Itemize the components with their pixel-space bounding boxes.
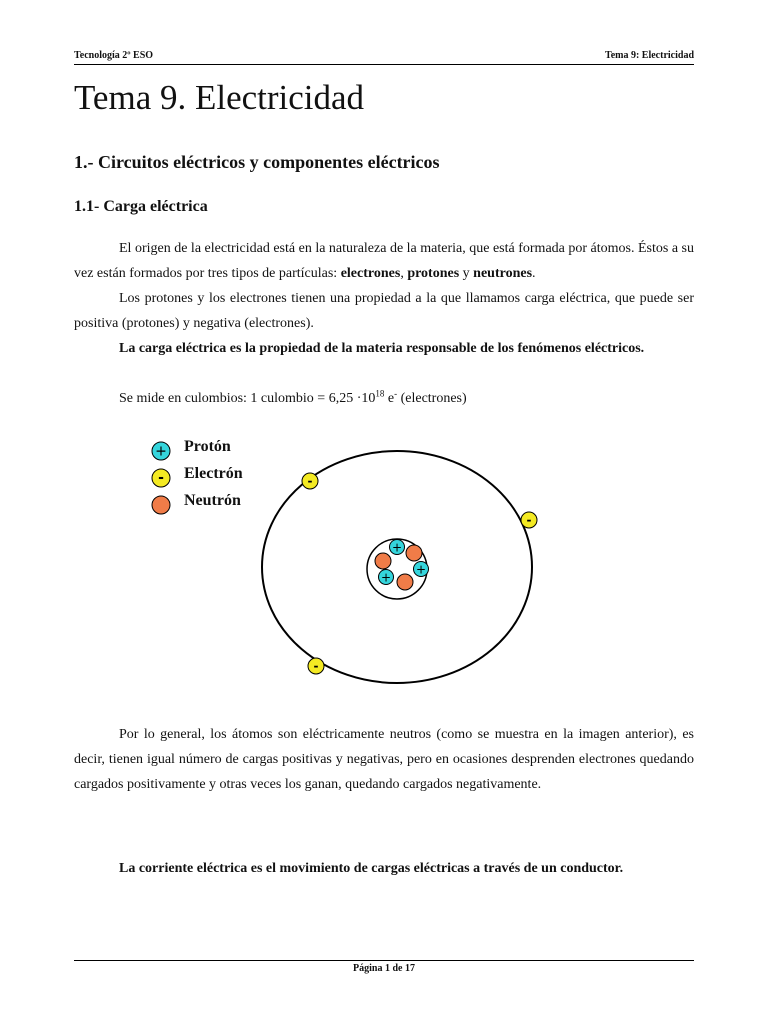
unit-minus: - <box>394 388 398 399</box>
atom-diagram <box>255 444 555 696</box>
svg-text:+: + <box>380 570 392 585</box>
current-text: La corriente eléctrica es el movimiento de cargas eléctricas a través de un conductor. <box>119 861 624 876</box>
unit-line <box>74 386 694 411</box>
svg-text:-: - <box>313 659 319 673</box>
definition-text: La carga eléctrica es la propiedad de la materia responsable de los fenómenos eléctricos. <box>119 341 645 356</box>
unit-e: e <box>384 391 395 406</box>
page-header <box>74 50 694 65</box>
para1-text: El origen de la electricidad está en la naturaleza de la materia, que está formada por átomos. Éstos a su vez están formados por tres tipos de partículas: <box>74 241 694 281</box>
legend-electron-label: Electrón <box>184 465 243 482</box>
footer-divider <box>74 960 694 961</box>
svg-text:+: + <box>391 540 403 555</box>
paragraph-atoms <box>74 236 694 286</box>
section-heading: 1.- Circuitos eléctricos y componentes eléctricos <box>74 152 440 172</box>
proton-icon <box>150 440 172 462</box>
nucleus-neutron-icon <box>375 553 391 569</box>
term-protones: protones <box>407 266 460 281</box>
neutron-icon <box>150 494 172 516</box>
svg-text:-: - <box>158 470 164 486</box>
unit-exponent: 18 <box>375 388 385 399</box>
para1-sep: , <box>400 266 408 281</box>
electron-icon <box>150 467 172 489</box>
legend-neutron-label: Neutrón <box>184 492 241 509</box>
para1-sep2: y <box>459 266 474 281</box>
term-electrones: electrones <box>340 266 401 281</box>
svg-text:-: - <box>307 474 313 488</box>
unit-text: Se mide en culombios: 1 culombio = 6,25 ·10 <box>119 391 376 406</box>
page-title: Tema 9. Electricidad <box>74 78 365 117</box>
definition-charge <box>74 336 694 361</box>
svg-text:+: + <box>155 443 167 460</box>
unit-electrons: (electrones) <box>397 391 467 406</box>
svg-text:-: - <box>526 513 532 527</box>
header-course: Tecnología 2º ESO <box>74 50 154 61</box>
paragraph-charge: Los protones y los electrones tienen una propiedad a la que llamamos carga eléctrica, que puede ser positiva (protones) y negativa (electrones). <box>74 291 694 331</box>
para1-end: . <box>532 266 536 281</box>
legend-proton-label: Protón <box>184 438 231 455</box>
header-topic: Tema 9: Electricidad <box>604 50 694 61</box>
term-neutrones: neutrones <box>473 266 533 281</box>
nucleus-neutron-icon <box>397 574 413 590</box>
paragraph-neutral-atoms: Por lo general, los átomos son eléctricamente neutros (como se muestra en la imagen anterior), es decir, tienen igual número de cargas positivas y negativas, pero en ocasiones desprenden electrones quedando cargados positivamente y otras veces los ganan, quedando cargados negativamente. <box>74 727 694 792</box>
definition-current <box>74 856 694 881</box>
subsection-heading: 1.1- Carga eléctrica <box>74 198 208 215</box>
svg-text:+: + <box>415 562 427 577</box>
page-number: Página 1 de 17 <box>353 963 415 974</box>
nucleus-neutron-icon <box>406 545 422 561</box>
